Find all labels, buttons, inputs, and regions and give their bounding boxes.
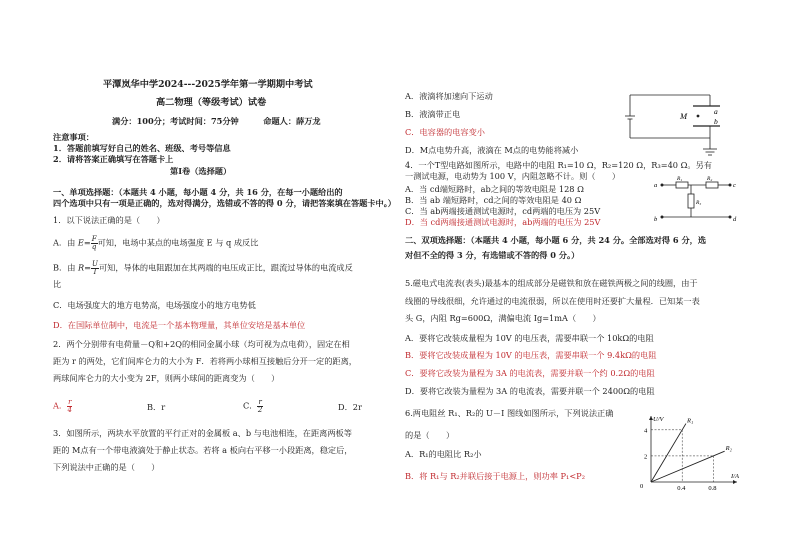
- q4-option-b: B．当 ab 端短路时，cd之间的等效电阻是 40 Ω: [405, 195, 582, 205]
- q1-option-a: A．由 E= $\frac{F}{q}$ 可知，电场中某点的电场强度 E 与 q 成反比: [53, 235, 259, 251]
- q5-line: 头 G，内阻 Rg=600Ω，满偏电流 Ig=1mA（ ）: [405, 313, 601, 323]
- series-line-1: [651, 424, 686, 482]
- q2-line: 2．两个分别带有电荷量－Q和+2Q的相同金属小球（均可视为点电荷），固定在相: [53, 339, 350, 349]
- q5-line: 线圈的导线很细，允许通过的电流很弱，所以在使用时还要扩大量程．已知某一表: [405, 296, 700, 306]
- q3-line: 3．如图所示，两块水平放置的平行正对的金属板 a、b 与电池相连，在距离两板等: [53, 428, 352, 438]
- q2-line: 距为 r 的两处，它们间库仑力的大小为 F．若将两小球相互接触后分开一定的距离，: [53, 356, 357, 366]
- y-tick-label: 2: [644, 453, 648, 461]
- ui-graph: [635, 412, 745, 494]
- note-item: 2．请将答案正确填写在答题卡上: [53, 154, 174, 164]
- part-one-heading: 第Ⅰ卷（选择题）: [170, 166, 232, 176]
- q6-option-b: B．将 R₁与 R₂并联后接于电源上，则功率 P₁<P₂: [405, 471, 585, 481]
- x-axis-label: I/A: [731, 473, 739, 480]
- capacitor-circuit-figure: [610, 88, 720, 160]
- q1-option-b: B．由 R= $\frac{U}{I}$ 可知，导体的电阻跟加在其两端的电压成正比，跟流过导体的电流成反: [53, 260, 353, 276]
- q4-option-a: A．当 cd端短路时，ab之间的等效电阻是 128 Ω: [405, 184, 584, 194]
- q4-option-c: C．当 ab两端接通测试电源时，cd两端的电压为 25V: [405, 206, 601, 216]
- q5-option-d: D．要将它改装为量程为 3A 的电流表，需要并联一个 2400Ω的电阻: [405, 386, 655, 396]
- q5-option-c: C．要将它改装为量程为 3A 的电流表，需要并联一个约 0.2Ω的电阻: [405, 368, 655, 378]
- q1-option-b-cont: 比: [53, 279, 62, 289]
- school-title: 平潭岚华中学2024---2025学年第一学期期中考试: [103, 79, 313, 90]
- section-one-heading-cont: 四个选项中只有一项是正确的，选对得满分，选错或不答的得 0 分，请把答案填在答题卡中。）: [53, 198, 396, 208]
- series-label-2: R₂: [725, 445, 732, 453]
- label-M: M: [680, 111, 688, 121]
- q6-line: 6.两电阻丝 R₁、R₂的 U－I 图线如图所示，下列说法正确: [405, 408, 614, 418]
- q3-line: 下列说法中正确的是（ ）: [53, 462, 160, 472]
- q5-option-a: A．要将它改装成量程为 10V 的电压表，需要串联一个 10kΩ的电阻: [405, 333, 654, 343]
- label-r2: R₂: [707, 176, 713, 182]
- q1-stem: 1．以下说法正确的是（ ）: [53, 215, 165, 225]
- label-r1: R₁: [677, 176, 683, 182]
- series-label-1: R₁: [686, 417, 694, 425]
- q2-option-c: C． $\frac{r}{2}$: [243, 398, 263, 414]
- x-tick-label: 0.8: [708, 485, 717, 492]
- q3-option-c: C．电容器的电容变小: [405, 127, 485, 137]
- origin-label: 0: [640, 483, 644, 490]
- q1-option-c: C．电场强度大的地方电势高，电场强度小的地方电势低: [53, 300, 256, 310]
- q2-line: 两球间库仑力的大小变为 2F，则两小球间的距离变为（ ）: [53, 373, 280, 383]
- t-circuit-figure: [650, 174, 740, 226]
- section-one-heading: 一、单项选择题：（本题共 4 小题，每小题 4 分，共 16 分，在每一小题给出的: [53, 187, 343, 197]
- x-axis-arrow: [733, 480, 737, 484]
- x-tick-label: 0.4: [677, 485, 686, 492]
- node-b: b: [654, 216, 658, 223]
- q4-line: 4．一个T型电路如图所示，电路中的电阻 R₁=10 Ω，R₂=120 Ω，R₃=40 Ω。另有: [405, 160, 712, 170]
- label-a: a: [714, 107, 718, 116]
- y-axis-label: U/V: [653, 416, 664, 423]
- q2-option-d: D．2r: [338, 402, 362, 412]
- q3-option-b: B．液滴带正电: [405, 109, 461, 119]
- node-d: d: [733, 216, 737, 223]
- exam-meta: 满分：100分；考试时间：75分钟 命题人：薛万龙: [112, 116, 321, 126]
- section-two-heading: 二、双项选择题：（本题共 4 小题，每小题 6 分，共 24 分。全部选对得 6 分，选: [405, 235, 707, 245]
- q2-option-a: A． $\frac{r}{4}$: [53, 398, 73, 414]
- node-a: a: [654, 182, 658, 189]
- q3-line: 距的 M点有一个带电液滴处于静止状态。若将 a 板向右平移一小段距离，稳定后，: [53, 445, 353, 455]
- label-r3: R₃: [696, 200, 702, 206]
- note-item: 1．答题前填写好自己的姓名、班级、考号等信息: [53, 143, 231, 153]
- exam-title: 高二物理（等级考试）试卷: [156, 97, 267, 108]
- q3-option-a: A．液滴将加速向下运动: [405, 91, 493, 101]
- q5-option-b: B．要将它改装成量程为 10V 的电压表，需要串联一个 9.4kΩ的电阻: [405, 350, 657, 360]
- notes-heading: 注意事项：: [53, 132, 94, 142]
- q4-line: 一测试电源，电动势为 100 V，内阻忽略不计。则（ ）: [405, 171, 621, 181]
- q6-option-a: A．R₁的电阻比 R₂小: [405, 449, 482, 459]
- label-b: b: [714, 117, 718, 126]
- q3-option-d: D．M点电势升高，液滴在 M点的电势能将减小: [405, 145, 579, 155]
- y-tick-label: 4: [644, 427, 648, 435]
- section-two-heading-cont: 对但不全的得 3 分，有选错或不答的得 0 分。）: [405, 250, 580, 260]
- q4-option-d: D．当 cd两端接通测试电源时，ab两端的电压为 25V: [405, 217, 601, 227]
- q1-option-d: D．在国际单位制中，电流是一个基本物理量，其单位安培是基本单位: [53, 320, 306, 330]
- q6-line: 的是（ ）: [405, 430, 455, 440]
- q2-option-b: B．r: [147, 402, 166, 412]
- q5-line: 5.磁电式电流表(表头)最基本的组成部分是磁铁和放在磁铁两极之间的线圈，由于: [405, 278, 698, 288]
- node-c: c: [733, 182, 736, 189]
